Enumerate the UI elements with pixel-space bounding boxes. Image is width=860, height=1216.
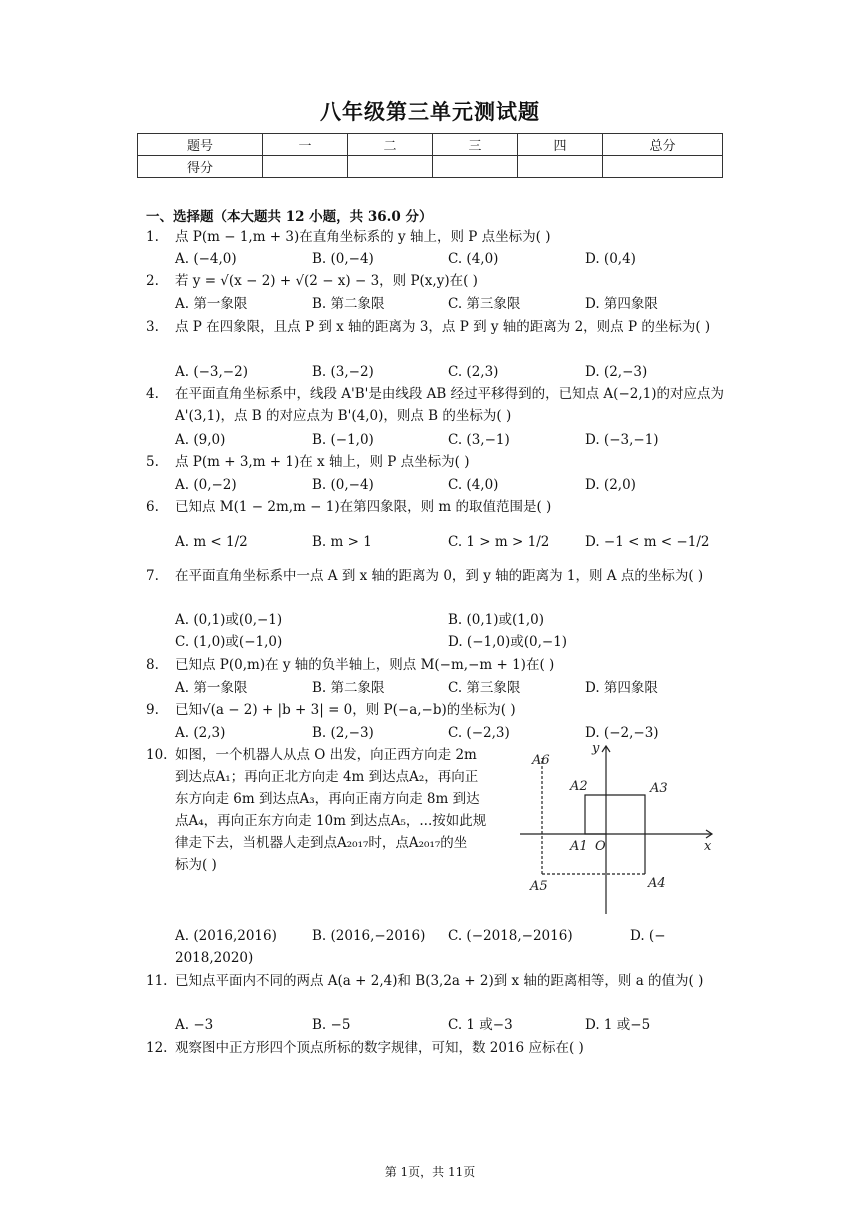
question-10-options	[175, 925, 725, 947]
question-9	[146, 699, 726, 721]
question-text: 在平面直角坐标系中，线段 A'B'是由线段 AB 经过平移得到的，已知点 A(−2,1)的对应点为 A'(3,1)，点 B 的对应点为 B'(4,0)，则点 B 的坐标为( )	[175, 386, 724, 424]
option-b: B. m > 1	[312, 534, 372, 550]
question-1	[146, 226, 726, 248]
question-text: 若 y = √(x − 2) + √(2 − x) − 3，则 P(x,y)在( )	[175, 273, 478, 289]
question-5-options	[175, 474, 725, 496]
label-a2: A2	[570, 779, 588, 794]
label-a4: A4	[648, 876, 666, 891]
robot-path-figure	[520, 740, 720, 920]
question-10	[146, 744, 506, 876]
page-footer: 第 1页，共 11页	[384, 1165, 476, 1179]
question-3-options	[175, 361, 725, 383]
question-text-line: 律走下去，当机器人走到点A₂₀₁₇时，点A₂₀₁₇的坐	[175, 835, 468, 851]
score-cell: 得分	[138, 156, 263, 178]
question-5	[146, 451, 726, 473]
option-d: D. (−3,−1)	[585, 432, 659, 448]
option-a: A. 第一象限	[175, 680, 248, 696]
question-7-options-row2	[175, 631, 725, 653]
option-c: C. (−2018,−2016)	[448, 928, 573, 944]
question-1-options	[175, 248, 725, 270]
question-11	[146, 970, 726, 992]
option-a: A. (0,−2)	[175, 477, 237, 493]
option-a: A. (−4,0)	[175, 251, 237, 267]
question-8-options	[175, 677, 725, 699]
option-c: C. (2,3)	[448, 364, 499, 380]
score-cell: 题号	[138, 134, 263, 156]
question-text: 观察图中正方形四个顶点所标的数字规律，可知，数 2016 应标在( )	[175, 1040, 584, 1056]
option-c: C. (−2,3)	[448, 725, 510, 741]
option-d: D. 1 或−5	[585, 1017, 651, 1033]
option-c: C. (4,0)	[448, 477, 499, 493]
question-text: 点 P 在四象限，且点 P 到 x 轴的距离为 3，点 P 到 y 轴的距离为 2，则点 P 的坐标为( )	[175, 319, 711, 335]
question-text-line: 如图，一个机器人从点 O 出发，向正西方向走 2m	[175, 747, 477, 763]
question-number: 8.	[146, 657, 159, 673]
option-b: B. (0,−4)	[312, 251, 374, 267]
option-b: B. 第二象限	[312, 296, 385, 312]
option-d: D. 第四象限	[585, 296, 658, 312]
question-number: 11.	[146, 973, 168, 989]
page-title: 八年级第三单元测试题	[320, 100, 540, 124]
option-a: A. (2,3)	[175, 725, 226, 741]
question-number: 10.	[146, 747, 168, 763]
option-c: C. 1 > m > 1/2	[448, 534, 550, 550]
score-input-cell	[603, 156, 723, 178]
option-a: A. (9,0)	[175, 432, 226, 448]
question-4-options	[175, 429, 725, 451]
score-input-cell	[263, 156, 348, 178]
label-a1: A1	[570, 839, 588, 854]
question-number: 5.	[146, 454, 159, 470]
option-b: B. (0,−4)	[312, 477, 374, 493]
question-text: 点 P(m + 3,m + 1)在 x 轴上，则 P 点坐标为( )	[175, 454, 470, 470]
label-o: O	[595, 839, 606, 854]
option-c: C. 第三象限	[448, 680, 521, 696]
option-d-continued: 2018,2020)	[175, 950, 254, 966]
question-text-line: 标为( )	[175, 857, 217, 873]
question-number: 7.	[146, 568, 159, 584]
question-text: 在平面直角坐标系中一点 A 到 x 轴的距离为 0，到 y 轴的距离为 1，则 A 点的坐标为( )	[175, 568, 704, 584]
score-cell: 总分	[603, 134, 723, 156]
question-6-options	[175, 531, 725, 553]
question-number: 12.	[146, 1040, 168, 1056]
option-d: D. (2,−3)	[585, 364, 648, 380]
score-table-score-row	[138, 156, 723, 178]
question-number: 2.	[146, 273, 159, 289]
question-number: 3.	[146, 319, 159, 335]
option-b: B. 第二象限	[312, 680, 385, 696]
question-11-options	[175, 1014, 725, 1036]
question-7-options-row1	[175, 609, 725, 631]
question-6	[146, 496, 726, 518]
option-d: D. (−2,−3)	[585, 725, 659, 741]
score-table	[137, 133, 723, 178]
option-d: D. (0,4)	[585, 251, 636, 267]
question-text: 已知点平面内不同的两点 A(a + 2,4)和 B(3,2a + 2)到 x 轴的距离相等，则 a 的值为( )	[175, 973, 704, 989]
question-4	[146, 383, 726, 427]
option-b: B. (2,−3)	[312, 725, 374, 741]
label-a6: A6	[532, 753, 550, 768]
option-d: D. (−	[630, 928, 666, 944]
question-7	[146, 565, 726, 587]
option-a: A. −3	[175, 1017, 214, 1033]
score-table-header-row	[138, 134, 723, 156]
label-a3: A3	[650, 781, 668, 796]
option-a: A. 第一象限	[175, 296, 248, 312]
option-a: A. (2016,2016)	[175, 928, 277, 944]
question-number: 9.	[146, 702, 159, 718]
label-a5: A5	[530, 879, 548, 894]
question-text: 点 P(m − 1,m + 3)在直角坐标系的 y 轴上，则 P 点坐标为( )	[175, 229, 551, 245]
option-b: B. (0,1)或(1,0)	[448, 612, 545, 628]
option-d: D. −1 < m < −1/2	[585, 534, 710, 550]
option-c: C. (4,0)	[448, 251, 499, 267]
question-text-line: 点A₄，再向正东方向走 10m 到达点A₅，...按如此规	[175, 813, 487, 829]
label-x: x	[704, 839, 712, 854]
option-b: B. (2016,−2016)	[312, 928, 426, 944]
question-number: 1.	[146, 229, 159, 245]
option-c: C. 第三象限	[448, 296, 521, 312]
option-c: C. (3,−1)	[448, 432, 510, 448]
score-input-cell	[518, 156, 603, 178]
score-input-cell	[433, 156, 518, 178]
score-cell: 二	[348, 134, 433, 156]
question-12	[146, 1037, 726, 1059]
question-text: 已知√(a − 2) + |b + 3| = 0，则 P(−a,−b)的坐标为( )	[175, 702, 516, 718]
question-text-line: 到达点A₁；再向正北方向走 4m 到达点A₂，再向正	[175, 769, 479, 785]
question-10-option-d-cont	[175, 947, 725, 969]
option-c: C. 1 或−3	[448, 1017, 513, 1033]
question-text: 已知点 P(0,m)在 y 轴的负半轴上，则点 M(−m,−m + 1)在( )	[175, 657, 555, 673]
label-y: y	[592, 741, 600, 756]
option-b: B. (3,−2)	[312, 364, 374, 380]
section-heading: 一、选择题（本大题共 12 小题，共 36.0 分）	[146, 209, 433, 225]
score-cell: 一	[263, 134, 348, 156]
option-b: B. −5	[312, 1017, 351, 1033]
question-number: 6.	[146, 499, 159, 515]
question-text: 已知点 M(1 − 2m,m − 1)在第四象限，则 m 的取值范围是( )	[175, 499, 552, 515]
option-d: D. (−1,0)或(0,−1)	[448, 634, 568, 650]
option-a: A. (−3,−2)	[175, 364, 248, 380]
option-d: D. (2,0)	[585, 477, 636, 493]
option-b: B. (−1,0)	[312, 432, 374, 448]
question-text-line: 东方向走 6m 到达点A₃，再向正南方向走 8m 到达	[175, 791, 480, 807]
score-cell: 三	[433, 134, 518, 156]
option-c: C. (1,0)或(−1,0)	[175, 634, 283, 650]
score-input-cell	[348, 156, 433, 178]
question-2	[146, 270, 726, 292]
option-a: A. m < 1/2	[175, 534, 248, 550]
option-d: D. 第四象限	[585, 680, 658, 696]
question-3	[146, 316, 726, 338]
question-8	[146, 654, 726, 676]
option-a: A. (0,1)或(0,−1)	[175, 612, 283, 628]
question-number: 4.	[146, 386, 159, 402]
score-cell: 四	[518, 134, 603, 156]
question-2-options	[175, 293, 725, 315]
